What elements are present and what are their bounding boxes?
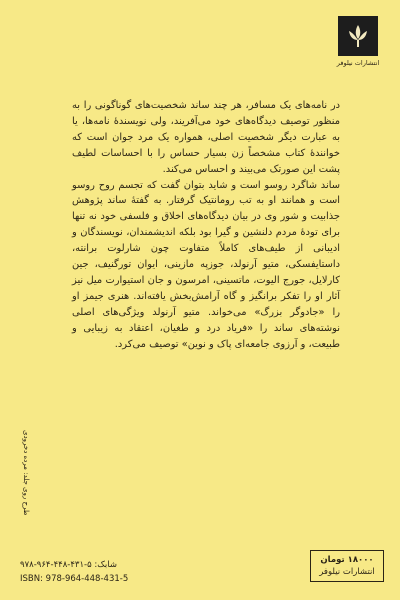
publisher-logo: [338, 16, 378, 56]
price-box: [310, 550, 384, 582]
price-publisher: انتشارات نیلوفر: [319, 567, 375, 577]
isbn-latin: ISBN: 978-964-448-431-5: [20, 574, 129, 584]
lotus-icon: [343, 21, 373, 51]
cover-design-credit: طرح روی جلد: مرده دخرودی: [22, 430, 30, 516]
paragraph-1: در نامه‌های یک مسافر، هر چند ساند شخصیت‌های گوناگونی را به منظور توصیف دیدگاه‌های خود می‌آفریند، ولی نویسندهٔ نامه‌ها، یا به عبارت دیگر شخصیت اصلی، همواره یک مرد جوان است که خوانندهٔ کتاب مشخصاً زن بسیار حساس را با احساسات لطیف پشت این صورتک می‌بیند و احساس می‌کند.: [72, 100, 340, 175]
paragraph-2: ساند شاگرد روسو است و شاید بتوان گفت که تجسم روح روسو است و همانند او به تب رومانتیک گرفتار. به گفتهٔ ساند پژوهش جذابیت و شور وی در بیان دیدگاه‌های اخلاق و فلسفی خود نه تنها برای تودهٔ مردم دلنشین و گیرا بود بلکه اندیشمندان، نویسندگان و ادیبانی از طیف‌های کاملاً متفاوت چون شارلوت برانته، داستایفسکی، متیو آرنولد، جوزپه مازینی، ایوان تورگنیف، جین کارلایل، جورج الیوت، ماتسینی، امرسون و جان استیوارت میل نیز آثار او را تفکر برانگیز و گاه آرامش‌بخش یافته‌اند. هنری جیمز او را «جادوگر بزرگ» می‌خواند. متیو آرنولد ویژگی‌های اصلی نوشته‌های ساند را «فریاد درد و طغیان، اعتقاد به زیبایی و طبیعت، و آرزوی جامعه‌ای پاک و نوین» توصیف می‌کرد.: [72, 179, 340, 350]
publisher-logo-label: انتشارات نیلوفر: [336, 59, 380, 67]
price-amount: ۱۸۰۰۰ تومان: [320, 555, 374, 565]
back-cover-text: [72, 98, 340, 353]
isbn-block: [20, 558, 128, 586]
isbn-persian: شابک: ۵-۴۳۱-۴۴۸-۹۶۴-۹۷۸: [20, 560, 117, 570]
